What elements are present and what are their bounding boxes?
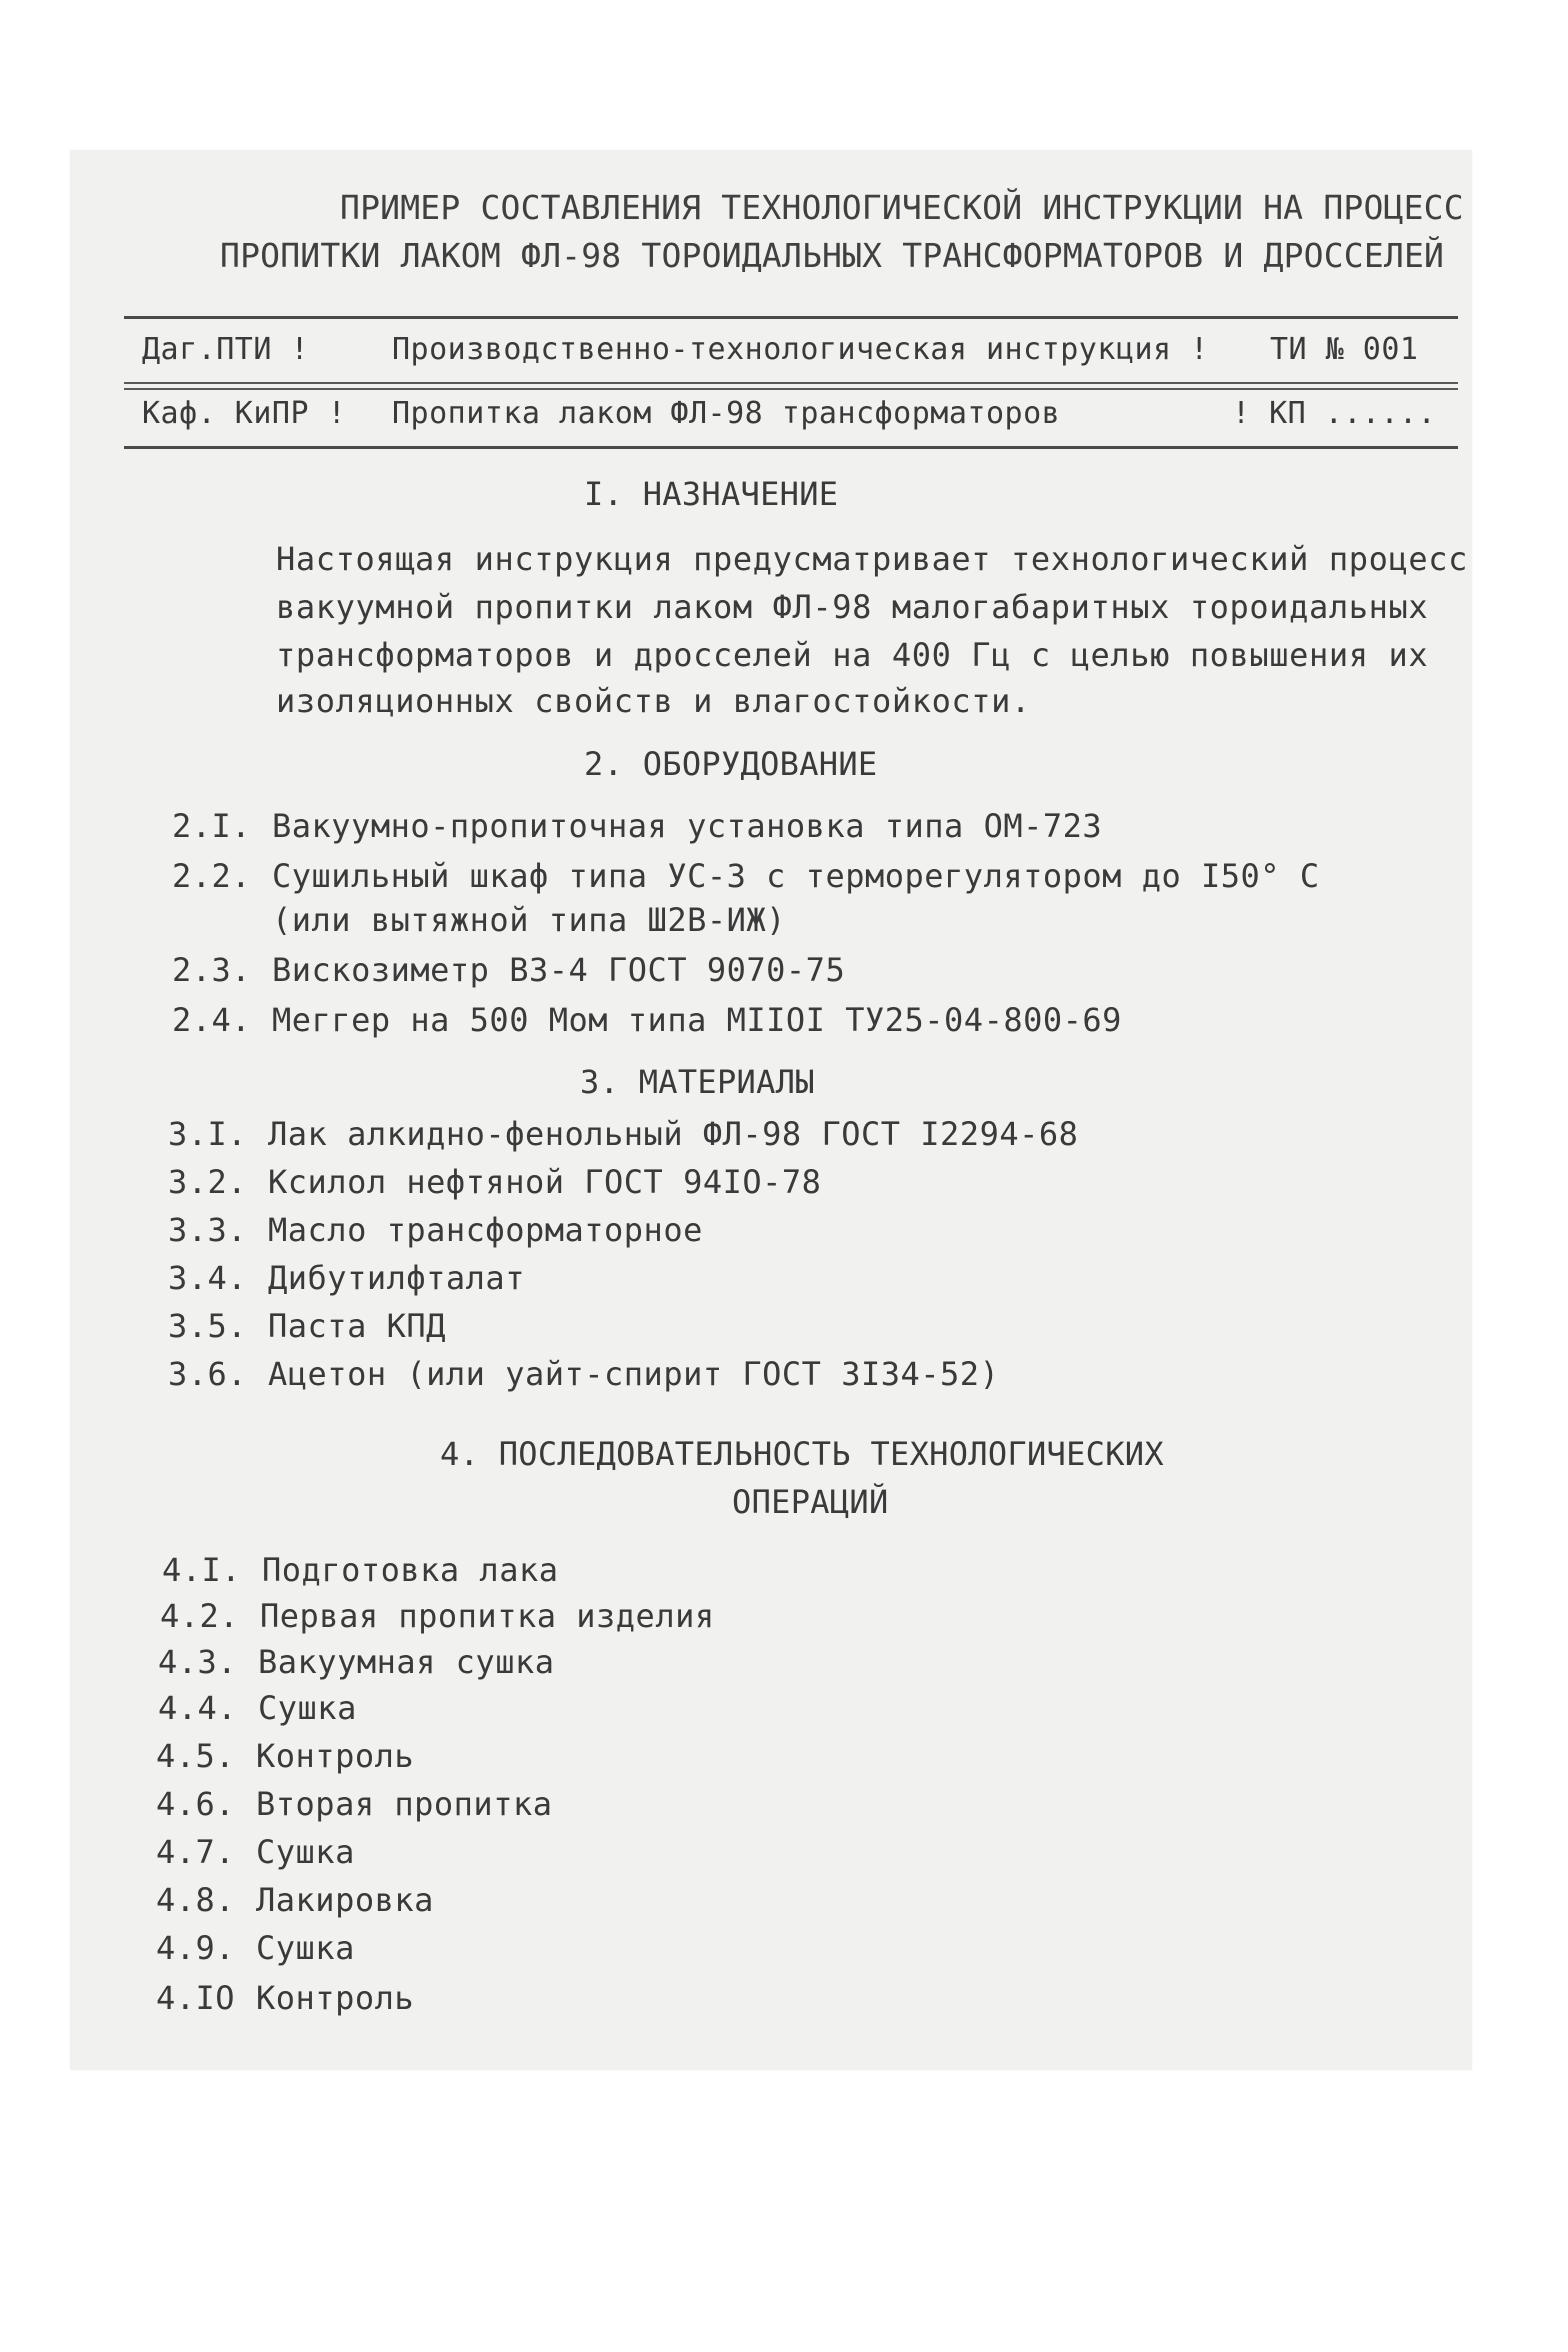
item-text: Сушильный шкаф типа УС-3 с терморегулятором до I50° С <box>272 857 1320 895</box>
header-rule-bottom <box>124 446 1458 449</box>
item-number: 2.3. <box>172 951 252 989</box>
item-number: 2.4. <box>172 1001 252 1039</box>
list-item-continuation <box>172 900 786 940</box>
item-text: Ацетон (или уайт-спирит ГОСТ 3I34-52) <box>268 1355 1000 1393</box>
header-rule-middle <box>124 382 1458 384</box>
section-1-line-1: Настоящая инструкция предусматривает технологический процесс <box>276 540 1468 578</box>
item-number: 4.7. <box>156 1833 236 1871</box>
item-number: 4.4. <box>158 1689 238 1727</box>
section-1-line-2: вакуумной пропитки лаком ФЛ-98 малогабаритных тороидальных <box>276 588 1429 626</box>
section-2-heading: 2. ОБОРУДОВАНИЕ <box>584 745 878 783</box>
section-4-heading-line-1: 4. ПОСЛЕДОВАТЕЛЬНОСТЬ ТЕХНОЛОГИЧЕСКИХ <box>440 1435 1164 1473</box>
document-page <box>70 150 1472 2070</box>
item-number: 3.6. <box>168 1355 248 1393</box>
list-item <box>158 1642 554 1682</box>
list-item <box>156 1880 434 1920</box>
item-number: 3.2. <box>168 1163 248 1201</box>
item-number: 3.I. <box>168 1115 248 1153</box>
item-text: Подготовка лака <box>262 1551 559 1589</box>
header-row2-middle: Пропитка лаком ФЛ-98 трансформаторов <box>392 396 1061 431</box>
header-row2-right: ! КП ...... <box>1232 396 1437 431</box>
item-text: Лак алкидно-фенольный ФЛ-98 ГОСТ I2294-68 <box>268 1115 1079 1153</box>
list-item <box>168 1162 821 1202</box>
item-text: (или вытяжной типа Ш2В-ИЖ) <box>272 901 786 939</box>
section-3-heading: 3. МАТЕРИАЛЫ <box>580 1063 815 1101</box>
list-item <box>168 1354 999 1394</box>
header-row2-left: Каф. КиПР ! <box>142 396 347 431</box>
list-item <box>172 1000 1122 1040</box>
item-text: Вакуумная сушка <box>258 1643 555 1681</box>
header-rule-top <box>124 316 1458 319</box>
header-row1-right: ТИ № 001 <box>1270 332 1419 367</box>
item-number: 4.I. <box>162 1551 242 1589</box>
item-number: 3.4. <box>168 1259 248 1297</box>
item-text: Меггер на 500 Мом типа МIIOI ТУ25-04-800-69 <box>272 1001 1122 1039</box>
list-item <box>156 1928 355 1968</box>
list-item <box>156 1978 414 2018</box>
list-item <box>156 1784 552 1824</box>
list-item <box>168 1258 525 1298</box>
item-text: Контроль <box>256 1979 415 2017</box>
item-text: Ксилол нефтяной ГОСТ 94IO-78 <box>268 1163 822 1201</box>
item-number: 3.3. <box>168 1211 248 1249</box>
list-item <box>168 1306 446 1346</box>
item-text: Первая пропитка изделия <box>260 1597 715 1635</box>
item-text: Контроль <box>256 1737 415 1775</box>
item-number: 3.5. <box>168 1307 248 1345</box>
section-4-heading-line-2: ОПЕРАЦИЙ <box>732 1483 889 1521</box>
item-number: 4.5. <box>156 1737 236 1775</box>
item-number: 4.3. <box>158 1643 238 1681</box>
list-item <box>168 1114 1078 1154</box>
item-text: Сушка <box>258 1689 357 1727</box>
item-text: Дибутилфталат <box>268 1259 525 1297</box>
header-rule-middle-2 <box>124 388 1458 390</box>
item-number: 4.9. <box>156 1929 236 1967</box>
section-1-heading: I. НАЗНАЧЕНИЕ <box>584 475 839 513</box>
list-item <box>156 1736 414 1776</box>
list-item <box>168 1210 703 1250</box>
list-item <box>162 1550 558 1590</box>
item-number: 4.6. <box>156 1785 236 1823</box>
item-text: Вискозиметр ВЗ-4 ГОСТ 9070-75 <box>272 951 846 989</box>
item-text: Вторая пропитка <box>256 1785 553 1823</box>
item-number: 2.2. <box>172 857 252 895</box>
list-item <box>160 1596 715 1636</box>
item-text: Масло трансформаторное <box>268 1211 703 1249</box>
item-number: 4.8. <box>156 1881 236 1919</box>
list-item <box>158 1688 357 1728</box>
item-text: Паста КПД <box>268 1307 446 1345</box>
list-item <box>172 806 1102 846</box>
document-title-line-2: ПРОПИТКИ ЛАКОМ ФЛ-98 ТОРОИДАЛЬНЫХ ТРАНСФОРМАТОРОВ И ДРОССЕЛЕЙ <box>220 236 1445 275</box>
item-number: 2.I. <box>172 807 252 845</box>
section-1-line-4: изоляционных свойств и влагостойкости. <box>276 682 1031 720</box>
header-row1-left: Даг.ПТИ ! <box>142 332 310 367</box>
item-text: Сушка <box>256 1929 355 1967</box>
document-title-line-1: ПРИМЕР СОСТАВЛЕНИЯ ТЕХНОЛОГИЧЕСКОЙ ИНСТРУКЦИИ НА ПРОЦЕСС <box>340 188 1464 227</box>
header-row1-middle: Производственно-технологическая инструкция ! <box>392 332 1209 367</box>
list-item <box>172 856 1320 896</box>
item-number: 4.IO <box>156 1979 236 2017</box>
item-text: Лакировка <box>256 1881 434 1919</box>
list-item <box>156 1832 355 1872</box>
item-text: Вакуумно-пропиточная установка типа ОМ-723 <box>272 807 1103 845</box>
list-item <box>172 950 845 990</box>
item-text: Сушка <box>256 1833 355 1871</box>
section-1-line-3: трансформаторов и дросселей на 400 Гц с целью повышения их <box>276 636 1429 674</box>
item-number: 4.2. <box>160 1597 240 1635</box>
